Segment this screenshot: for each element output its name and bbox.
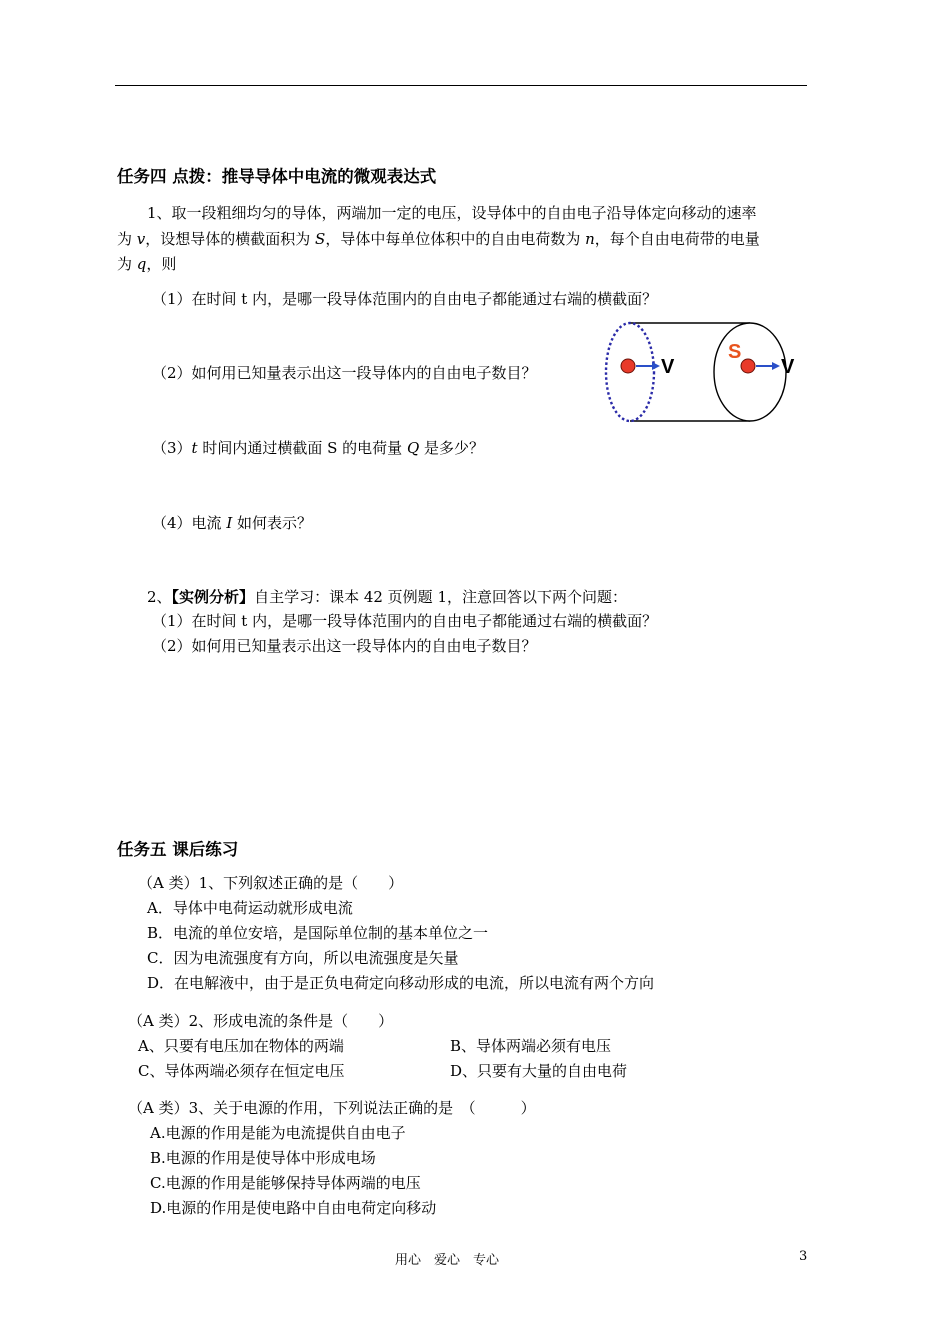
q3-option-d: D.电源的作用是使电路中自由电荷定向移动 [150,1199,437,1217]
left-velocity-arrow-head [652,362,660,370]
task4-question-3: （3）t 时间内通过横截面 S 的电荷量 Q 是多少？ [152,439,485,457]
q3-option-b: B.电源的作用是使导体中形成电场 [150,1149,376,1167]
task4-para2-question-2: （2）如何用已知量表示出这一段导体内的自由电子数目？ [152,637,537,655]
task4-question-1: （1）在时间 t 内，是哪一段导体范围内的自由电子都能通过右端的横截面？ [152,290,658,308]
para2-bold-label: 【实例分析】 [171,588,255,606]
q1-option-a: A．导体中电荷运动就形成电流 [147,899,353,917]
task4-para1-line2: 为 v，设想导体的横截面积为 S，导体中每单位体积中的自由电荷数为 n，每个自由电荷带的电量 [117,230,760,248]
cross-section-s-label: S [728,341,742,363]
task4-para2-question-1: （1）在时间 t 内，是哪一段导体范围内的自由电子都能通过右端的横截面？ [152,612,658,630]
q1-option-d: D．在电解液中，由于是正负电荷定向移动形成的电流，所以电流有两个方向 [147,974,655,992]
q2-stem: （A 类）2、形成电流的条件是（ ） [128,1012,394,1030]
task4-question-2: （2）如何用已知量表示出这一段导体内的自由电子数目？ [152,364,537,382]
right-charge-dot [741,359,755,373]
task4-para1-line3: 为 q，则 [117,255,177,273]
task4-heading: 任务四 点拨：推导导体中电流的微观表达式 [117,167,437,186]
q3-option-a: A.电源的作用是能为电流提供自由电子 [150,1124,406,1142]
para2-rest: 自主学习：课本 42 页例题 1，注意回答以下两个问题： [254,588,627,606]
left-velocity-label: V [661,356,675,378]
q2-option-c: C、导体两端必须存在恒定电压 [138,1062,345,1080]
task4-para1-line1: 1、取一段粗细均匀的导体，两端加一定的电压，设导体中的自由电子沿导体定向移动的速率 [147,204,757,222]
task5-heading: 任务五 课后练习 [117,840,239,859]
q2-option-b: B、导体两端必须有电压 [450,1037,612,1055]
q2-option-a: A、只要有电压加在物体的两端 [138,1037,344,1055]
right-velocity-label: V [781,356,795,378]
task4-para2 [147,584,627,610]
footer-motto: 用心 爱心 专心 [395,1253,500,1268]
q3-stem: （A 类）3、关于电源的作用，下列说法正确的是 （ ） [128,1099,536,1117]
left-charge-dot [621,359,635,373]
q1-stem: （A 类）1、下列叙述正确的是（ ） [138,874,404,892]
page-number: 3 [799,1249,808,1264]
header-rule [115,85,807,86]
q1-option-c: C．因为电流强度有方向，所以电流强度是矢量 [147,949,459,967]
q3-option-c: C.电源的作用是能够保持导体两端的电压 [150,1174,421,1192]
q2-option-d: D、只要有大量的自由电荷 [450,1062,628,1080]
q1-option-b: B．电流的单位安培，是国际单位制的基本单位之一 [147,924,489,942]
task4-question-4: （4）电流 I 如何表示？ [152,514,313,532]
conductor-cylinder-diagram [600,318,810,428]
para2-prefix: 2、 [147,588,172,606]
